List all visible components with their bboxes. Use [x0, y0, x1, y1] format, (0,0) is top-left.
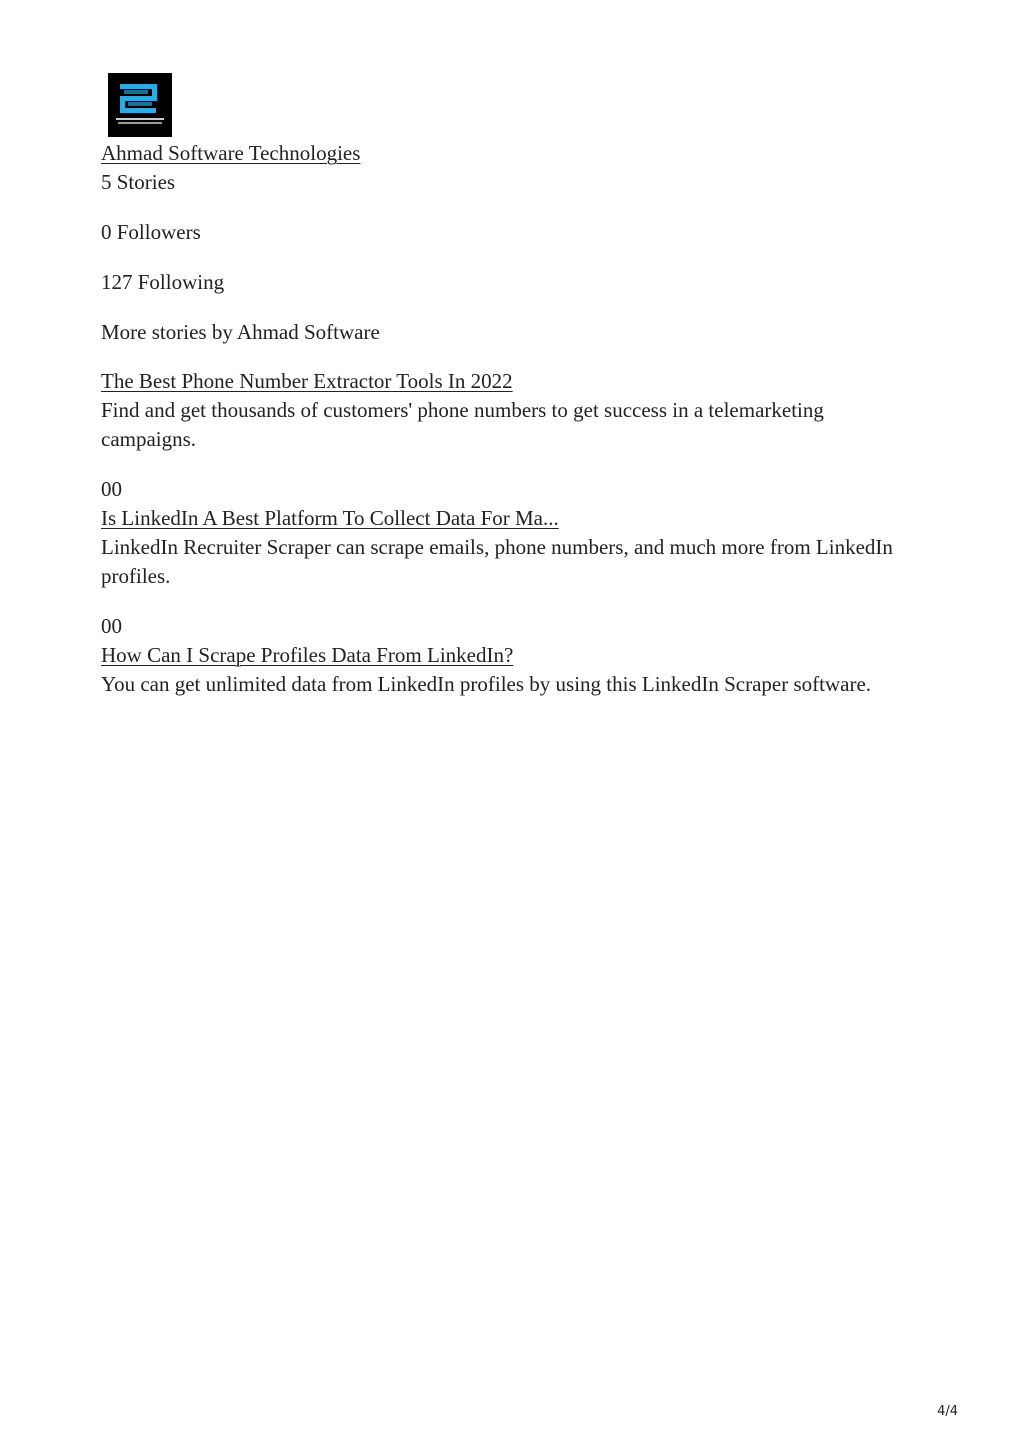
story-description: Find and get thousands of customers' phone numbers to get success in a telemarketing campaigns. — [101, 398, 824, 451]
story-stats: 00 — [101, 614, 122, 638]
following-count: 127 Following — [101, 270, 225, 294]
story-item — [101, 641, 901, 699]
story-description: You can get unlimited data from LinkedIn profiles by using this LinkedIn Scraper software. — [101, 672, 872, 696]
story-item — [101, 367, 901, 504]
more-stories-heading: More stories by Ahmad Software — [101, 320, 380, 344]
story-title-link[interactable]: The Best Phone Number Extractor Tools In 2022 — [101, 369, 513, 393]
story-description: LinkedIn Recruiter Scraper can scrape emails, phone numbers, and much more from LinkedIn profiles. — [101, 535, 893, 588]
author-profile-page — [101, 73, 901, 720]
author-name-link[interactable]: Ahmad Software Technologies — [101, 141, 361, 165]
avatar[interactable] — [108, 73, 172, 137]
story-title-link[interactable]: Is LinkedIn A Best Platform To Collect Data For Ma... — [101, 506, 559, 530]
page-number: 4/4 — [937, 1404, 958, 1419]
followers-count: 0 Followers — [101, 220, 201, 244]
story-title-link[interactable]: How Can I Scrape Profiles Data From LinkedIn? — [101, 643, 514, 667]
story-item — [101, 504, 901, 641]
company-logo-icon — [108, 73, 172, 137]
story-stats: 00 — [101, 477, 122, 501]
stories-count: 5 Stories — [101, 170, 176, 194]
